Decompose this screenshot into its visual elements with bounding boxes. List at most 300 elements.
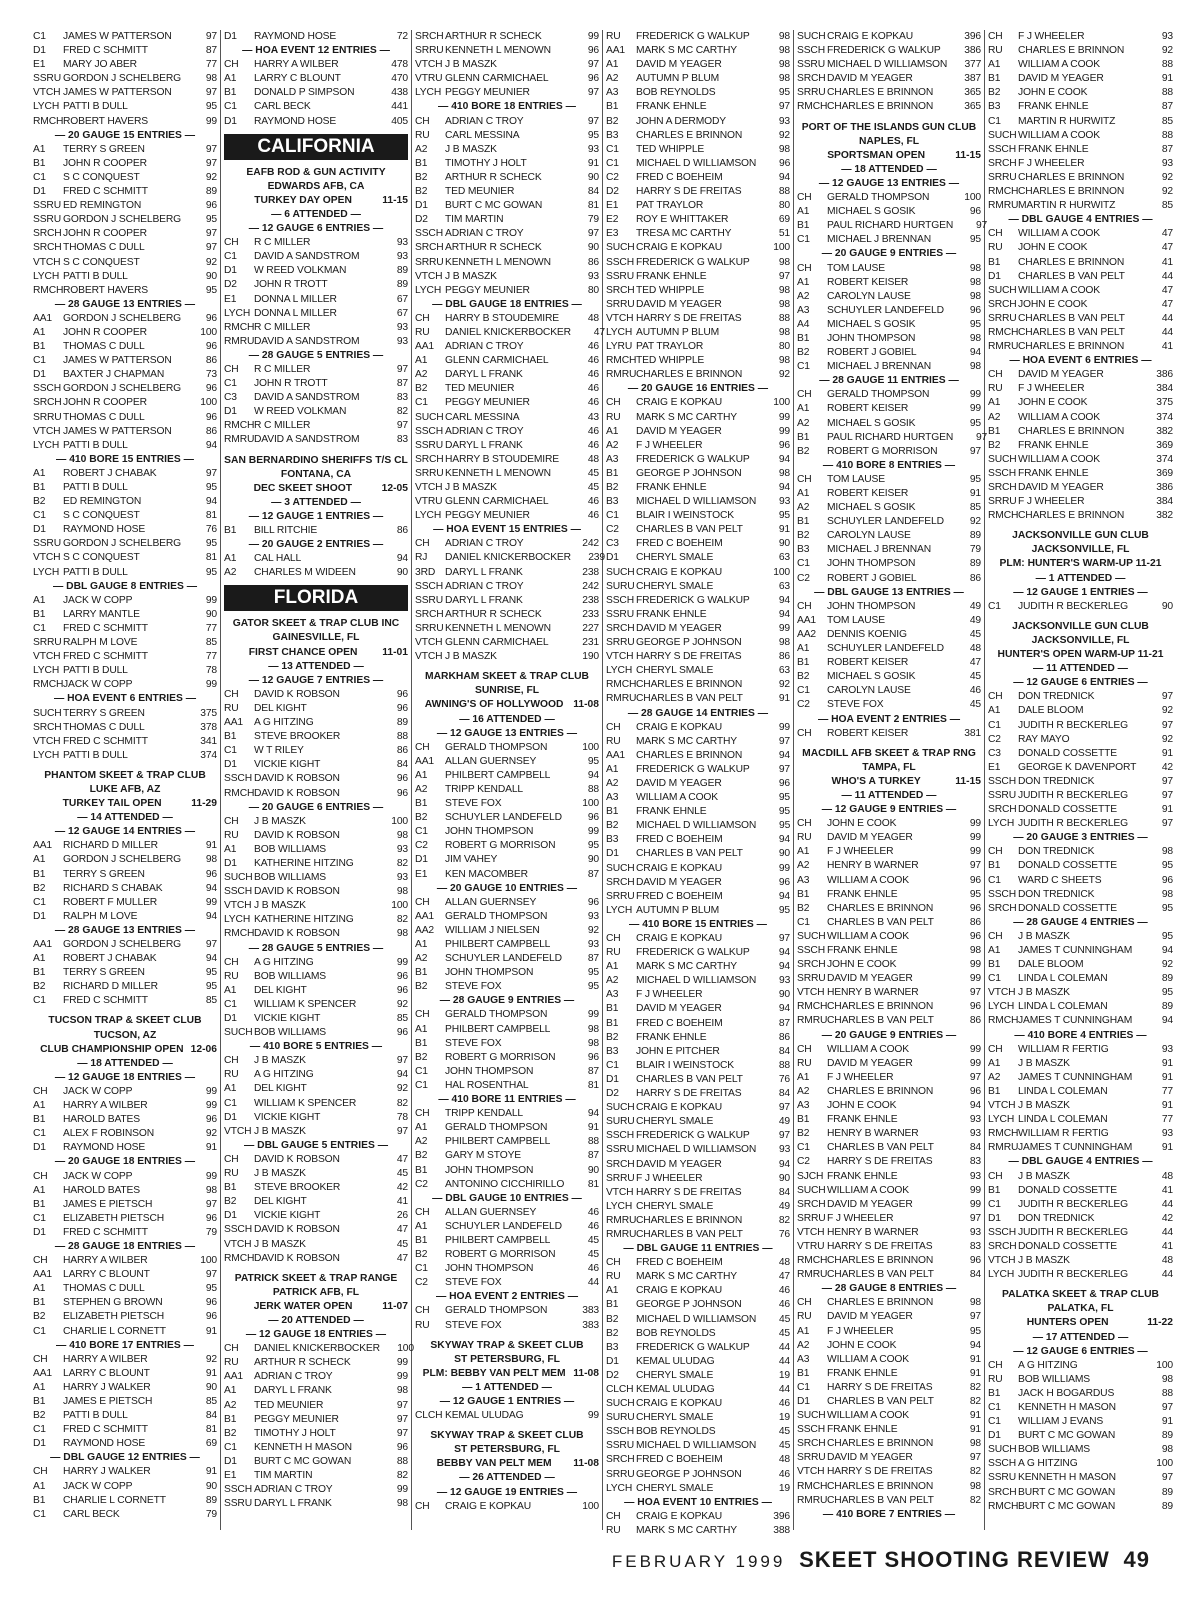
class-code: D2 bbox=[415, 214, 428, 226]
class-code: RU bbox=[224, 1168, 239, 1180]
class-code: CH bbox=[415, 896, 430, 908]
class-code: CH bbox=[224, 363, 239, 375]
score: 94 bbox=[205, 910, 217, 922]
score: 98 bbox=[778, 143, 790, 155]
shooter-name: A G HITZING bbox=[1018, 1359, 1078, 1371]
shooter-name: W REED VOLKMAN bbox=[254, 265, 347, 277]
result-row bbox=[606, 115, 790, 129]
score: 91 bbox=[205, 1466, 217, 1478]
shooter-name: LINDA L COLEMAN bbox=[1018, 973, 1108, 985]
club-name: MACDILL AFB SKEET & TRAP RNG bbox=[802, 747, 976, 759]
shooter-name: GLENN CARMICHAEL bbox=[445, 637, 549, 649]
result-row bbox=[606, 1270, 790, 1284]
score: 100 bbox=[773, 397, 790, 409]
score: 46 bbox=[587, 369, 599, 381]
shooter-name: FRED C BOEHEIM bbox=[636, 890, 723, 902]
score: 97 bbox=[396, 363, 408, 375]
result-row bbox=[797, 501, 981, 515]
result-row bbox=[797, 944, 981, 958]
class-code: LYCH bbox=[415, 284, 442, 296]
result-row bbox=[797, 1423, 981, 1437]
result-row bbox=[988, 30, 1173, 44]
result-row bbox=[33, 1254, 217, 1268]
event-name: DEC SKEET SHOOT bbox=[253, 482, 353, 494]
class-code: D1 bbox=[988, 270, 1001, 282]
score: 82 bbox=[969, 1466, 981, 1478]
shooter-name: RAYMOND HOSE bbox=[63, 1142, 146, 1154]
class-code: SRRU bbox=[988, 171, 1017, 183]
result-row bbox=[606, 594, 790, 608]
shooter-name: CHERYL SMALE bbox=[636, 1116, 714, 1128]
score: 47 bbox=[1161, 284, 1173, 296]
score: 49 bbox=[778, 1116, 790, 1128]
class-code: A1 bbox=[797, 206, 810, 218]
score: 99 bbox=[778, 721, 790, 733]
gauge-header: — DBL GAUGE 10 ENTRIES — bbox=[432, 1192, 582, 1204]
score: 97 bbox=[205, 228, 217, 240]
result-row bbox=[797, 1184, 981, 1198]
shooter-name: R C MILLER bbox=[254, 237, 311, 249]
score: 91 bbox=[778, 524, 790, 536]
score: 98 bbox=[396, 1385, 408, 1397]
gauge-header: — 20 ATTENDED — bbox=[268, 1314, 364, 1326]
score: 48 bbox=[587, 453, 599, 465]
result-row bbox=[33, 664, 217, 678]
score: 89 bbox=[396, 717, 408, 729]
shooter-name: ROBERT KEISER bbox=[827, 488, 909, 499]
shooter-name: WILLIAM A COOK bbox=[827, 1410, 910, 1422]
class-code: B3 bbox=[988, 101, 1001, 113]
class-code: B1 bbox=[33, 1494, 46, 1506]
class-code: CH bbox=[224, 956, 239, 968]
score: 44 bbox=[1161, 326, 1173, 338]
class-code: SUCH bbox=[797, 1184, 826, 1196]
class-code: RMRU bbox=[606, 1228, 637, 1240]
result-row bbox=[988, 1240, 1173, 1254]
result-row bbox=[606, 650, 790, 664]
result-row bbox=[415, 966, 599, 980]
class-code: CH bbox=[797, 262, 812, 274]
score: 92 bbox=[396, 1083, 408, 1095]
shooter-name: GERALD THOMPSON bbox=[445, 1122, 548, 1134]
event-title bbox=[224, 646, 408, 660]
score: 94 bbox=[205, 439, 217, 451]
score: 90 bbox=[205, 1480, 217, 1492]
result-row bbox=[224, 433, 408, 447]
score: 95 bbox=[778, 510, 790, 522]
result-row bbox=[797, 1014, 981, 1028]
class-code: SRRU bbox=[606, 298, 635, 310]
score: 98 bbox=[778, 326, 790, 338]
score: 89 bbox=[1161, 1486, 1173, 1498]
result-row bbox=[797, 1127, 981, 1141]
score: 92 bbox=[396, 998, 408, 1010]
score: 94 bbox=[778, 1158, 790, 1170]
score: 84 bbox=[969, 1142, 981, 1154]
class-code: C1 bbox=[33, 1508, 46, 1520]
shooter-name: AUTUMN P BLUM bbox=[636, 326, 720, 338]
result-row bbox=[606, 1524, 790, 1538]
class-code: RMCH bbox=[988, 1500, 1019, 1512]
gauge-header: — 12 GAUGE 18 ENTRIES — bbox=[54, 1071, 196, 1083]
event-date: 11-22 bbox=[1147, 1317, 1173, 1329]
shooter-name: CHARLES E BRINNON bbox=[827, 87, 934, 99]
score: 100 bbox=[397, 1343, 414, 1355]
class-code: RU bbox=[606, 947, 621, 959]
shooter-name: RAYMOND HOSE bbox=[63, 524, 146, 536]
result-row bbox=[224, 1441, 408, 1455]
score: 98 bbox=[969, 1297, 981, 1309]
class-code: SRCH bbox=[988, 1240, 1017, 1252]
event-title bbox=[224, 482, 408, 496]
shooter-name: CARL BECK bbox=[63, 1508, 120, 1520]
shooter-name: FRANK EHNLE bbox=[636, 101, 707, 113]
shooter-name: DARYL L FRANK bbox=[254, 1385, 332, 1397]
result-row bbox=[415, 312, 599, 326]
score: 369 bbox=[1156, 467, 1173, 479]
class-code: LYCH bbox=[33, 749, 60, 761]
shooter-name: JOHN R COOPER bbox=[63, 397, 147, 409]
class-code: SJCH bbox=[797, 1170, 824, 1182]
class-code: CH bbox=[224, 688, 239, 700]
shooter-name: MARTIN R HURWITZ bbox=[1018, 200, 1116, 212]
result-row bbox=[224, 86, 408, 100]
class-code: VTCH bbox=[606, 651, 634, 663]
shooter-name: DENNIS KOENIG bbox=[827, 628, 907, 640]
class-code: SRCH bbox=[606, 1454, 635, 1466]
class-code: D2 bbox=[224, 279, 237, 291]
score: 100 bbox=[391, 815, 408, 827]
event-name: TURKEY TAIL OPEN bbox=[62, 798, 162, 810]
score: 100 bbox=[582, 741, 599, 753]
result-row bbox=[988, 284, 1173, 298]
score: 85 bbox=[396, 1013, 408, 1024]
shooter-name: ROBERT KEISER bbox=[827, 727, 909, 739]
gauge-header: — 12 GAUGE 6 ENTRIES — bbox=[248, 223, 384, 235]
result-row bbox=[224, 363, 408, 377]
score: 46 bbox=[778, 1398, 790, 1410]
class-code: C2 bbox=[797, 572, 810, 584]
class-code: RU bbox=[797, 1057, 812, 1069]
score: 99 bbox=[205, 1170, 217, 1182]
class-code: C2 bbox=[797, 1156, 810, 1168]
class-code: B2 bbox=[415, 1150, 428, 1162]
result-row bbox=[606, 129, 790, 143]
score: 97 bbox=[969, 860, 981, 872]
score: 98 bbox=[778, 467, 790, 479]
shooter-name: JACK W COPP bbox=[63, 1085, 133, 1097]
result-row bbox=[224, 1082, 408, 1096]
shooter-name: A G HITZING bbox=[254, 717, 314, 729]
class-code: AA1 bbox=[415, 910, 435, 922]
shooter-name: CRAIG E KOPKAU bbox=[636, 933, 723, 944]
shooter-name: ROBERT KEISER bbox=[827, 276, 909, 288]
class-code: RMRU bbox=[988, 1142, 1019, 1154]
class-code: D1 bbox=[224, 1013, 237, 1024]
class-code: RMCH bbox=[33, 284, 64, 296]
shooter-name: FRANK EHNLE bbox=[827, 945, 898, 956]
gauge-header: — 12 GAUGE 1 ENTRIES — bbox=[248, 510, 384, 522]
class-code: CH bbox=[606, 1257, 621, 1269]
score: 91 bbox=[1161, 1416, 1173, 1428]
class-code: A1 bbox=[33, 1381, 46, 1393]
result-row bbox=[797, 1353, 981, 1367]
class-code: SUCH bbox=[415, 411, 444, 423]
result-row bbox=[224, 58, 408, 72]
gauge-header: — HOA EVENT 6 ENTRIES — bbox=[1009, 355, 1152, 367]
result-row bbox=[797, 1113, 981, 1127]
class-code: C2 bbox=[415, 1277, 428, 1289]
score: 96 bbox=[396, 984, 408, 996]
shooter-name: ARTHUR R SCHECK bbox=[445, 171, 542, 183]
shooter-name: JOHN E COOK bbox=[827, 1339, 897, 1351]
class-code: SRCH bbox=[988, 482, 1017, 493]
shooter-name: JOHN THOMPSON bbox=[445, 1263, 534, 1275]
shooter-name: CRAIG E KOPKAU bbox=[636, 1398, 723, 1410]
shooter-name: JUDITH R BECKERLEG bbox=[1018, 818, 1129, 830]
class-code: C1 bbox=[606, 143, 619, 155]
score: 86 bbox=[205, 355, 217, 367]
gauge-header: — 20 GAUGE 9 ENTRIES — bbox=[821, 1029, 957, 1041]
score: 238 bbox=[582, 566, 599, 578]
class-code: VTCH bbox=[606, 312, 634, 324]
result-row bbox=[797, 1000, 981, 1014]
shooter-name: LINDA L COLEMAN bbox=[1018, 1114, 1108, 1126]
score: 97 bbox=[778, 735, 790, 747]
class-code: B1 bbox=[606, 101, 619, 113]
score: 45 bbox=[779, 1440, 791, 1452]
result-row bbox=[415, 411, 599, 425]
score: 90 bbox=[778, 1172, 790, 1184]
class-code: C1 bbox=[33, 995, 46, 1007]
shooter-name: FRED C SCHMITT bbox=[63, 45, 148, 57]
class-code: A1 bbox=[224, 553, 237, 565]
class-code: B2 bbox=[606, 482, 619, 493]
class-code: D2 bbox=[606, 186, 619, 198]
shooter-name: ROBERT J GOBIEL bbox=[827, 347, 917, 359]
result-row bbox=[415, 952, 599, 966]
shooter-name: HARRY A WILBER bbox=[63, 1255, 148, 1267]
shooter-name: ADRIAN C TROY bbox=[445, 425, 524, 437]
result-row bbox=[606, 1129, 790, 1143]
score: 79 bbox=[205, 1226, 217, 1238]
score: 93 bbox=[1161, 1128, 1173, 1140]
result-row bbox=[224, 913, 408, 927]
class-code: C2 bbox=[415, 840, 428, 852]
class-code: D1 bbox=[33, 45, 46, 57]
shooter-name: FRED C BOEHEIM bbox=[636, 1454, 723, 1466]
shooter-name: WILLIAM J NIELSEN bbox=[445, 924, 540, 936]
shooter-name: DAVID K ROBSON bbox=[254, 688, 340, 700]
score: 98 bbox=[205, 854, 217, 866]
club-name: MARKHAM SKEET & TRAP CLUB bbox=[425, 671, 589, 683]
result-row bbox=[606, 1453, 790, 1467]
shooter-name: A G HITZING bbox=[254, 1069, 314, 1081]
class-code: AA1 bbox=[415, 341, 435, 353]
result-row bbox=[415, 566, 599, 580]
shooter-name: BOB REYNOLDS bbox=[636, 1327, 716, 1339]
class-code: VTCH bbox=[33, 651, 61, 663]
class-code: CH bbox=[415, 115, 430, 127]
score: 69 bbox=[778, 214, 790, 226]
shooter-name: JACK W COPP bbox=[63, 1480, 133, 1492]
shooter-name: STEVE FOX bbox=[445, 981, 502, 993]
score: 99 bbox=[587, 31, 599, 42]
result-row bbox=[415, 1409, 599, 1423]
class-code: CH bbox=[224, 237, 239, 249]
result-row bbox=[33, 199, 217, 213]
result-row bbox=[606, 298, 790, 312]
class-code: SUCH bbox=[224, 872, 253, 884]
result-row bbox=[33, 853, 217, 867]
class-code: VTCH bbox=[415, 651, 443, 663]
shooter-name: PHILBERT CAMPBELL bbox=[445, 1234, 551, 1246]
score: 96 bbox=[205, 383, 217, 395]
class-code: RMCH bbox=[33, 115, 64, 127]
gauge-header: — 28 GAUGE 13 ENTRIES — bbox=[54, 924, 196, 936]
class-code: SRRU bbox=[606, 637, 635, 649]
result-row bbox=[224, 293, 408, 307]
score: 94 bbox=[1161, 1015, 1173, 1027]
class-code: C1 bbox=[797, 234, 810, 246]
result-row bbox=[797, 1395, 981, 1409]
class-code: SUCH bbox=[988, 129, 1017, 141]
gauge-header: — 410 BORE 18 ENTRIES — bbox=[438, 101, 576, 113]
shooter-name: CHARLES E BRINNON bbox=[1018, 256, 1125, 268]
shooter-name: CHARLES B VAN PELT bbox=[636, 848, 743, 860]
shooter-name: HAROLD BATES bbox=[63, 1184, 140, 1196]
result-row bbox=[224, 1223, 408, 1237]
shooter-name: FREDERICK G WALKUP bbox=[636, 1341, 750, 1353]
shooter-name: F J WHEELER bbox=[827, 1325, 894, 1337]
score: 42 bbox=[1161, 1212, 1173, 1224]
class-code: B1 bbox=[988, 1387, 1001, 1399]
score: 97 bbox=[205, 157, 217, 169]
shooter-name: PHILBERT CAMPBELL bbox=[445, 1023, 551, 1035]
score: 98 bbox=[587, 1037, 599, 1049]
score: 45 bbox=[587, 1249, 599, 1261]
result-row bbox=[988, 930, 1173, 944]
result-row bbox=[606, 1256, 790, 1270]
shooter-name: GLENN CARMICHAEL bbox=[445, 355, 549, 367]
class-code: CH bbox=[988, 369, 1003, 381]
class-code: B2 bbox=[606, 820, 619, 832]
results-columns bbox=[30, 30, 1180, 1536]
shooter-name: CHARLES M WIDEEN bbox=[254, 567, 356, 579]
shooter-name: CHARLIE L CORNETT bbox=[63, 1494, 166, 1506]
shooter-name: FRED C BOEHEIM bbox=[636, 538, 723, 550]
shooter-name: DAVID M YEAGER bbox=[1018, 73, 1104, 85]
shooter-name: WARD C SHEETS bbox=[1018, 874, 1102, 886]
score: 46 bbox=[587, 341, 599, 353]
shooter-name: W T RILEY bbox=[254, 745, 304, 757]
shooter-name: JOHN E COOK bbox=[1018, 397, 1088, 409]
shooter-name: J B MASZK bbox=[445, 143, 497, 155]
score: 96 bbox=[205, 868, 217, 880]
class-code: CH bbox=[797, 1297, 812, 1309]
result-row bbox=[33, 354, 217, 368]
class-code: RMCH bbox=[988, 186, 1019, 198]
class-code: LYCH bbox=[988, 818, 1015, 830]
score: 91 bbox=[969, 488, 981, 499]
shooter-name: FREDERICK G WALKUP bbox=[827, 45, 941, 57]
score: 89 bbox=[396, 279, 408, 291]
score: 96 bbox=[969, 1085, 981, 1097]
result-row bbox=[224, 307, 408, 321]
result-row bbox=[33, 171, 217, 185]
result-row bbox=[988, 600, 1173, 614]
class-code: B3 bbox=[606, 1341, 619, 1353]
result-row bbox=[797, 1043, 981, 1057]
shooter-name: HARRY S DE FREITAS bbox=[636, 1088, 742, 1100]
shooter-name: JAMES E PIETSCH bbox=[63, 1198, 153, 1210]
score: 98 bbox=[778, 31, 790, 42]
result-row bbox=[415, 171, 599, 185]
shooter-name: JUDITH R BECKERLEG bbox=[1018, 1269, 1129, 1281]
score: 87 bbox=[1161, 101, 1173, 113]
score: 231 bbox=[582, 637, 599, 649]
shooter-name: A G HITZING bbox=[1018, 1458, 1078, 1470]
result-row bbox=[33, 44, 217, 58]
score: 97 bbox=[778, 101, 790, 113]
class-code: D1 bbox=[33, 524, 46, 536]
result-row bbox=[606, 1073, 790, 1087]
result-row bbox=[224, 1384, 408, 1398]
shooter-name: PHILBERT CAMPBELL bbox=[445, 1136, 551, 1148]
event-header: NAPLES, FL bbox=[858, 135, 920, 147]
shooter-name: JACK W COPP bbox=[63, 1170, 133, 1182]
score: 95 bbox=[969, 318, 981, 330]
event-title bbox=[988, 1316, 1173, 1330]
score: 96 bbox=[396, 970, 408, 982]
class-code: B2 bbox=[606, 1313, 619, 1325]
score: 89 bbox=[1161, 1001, 1173, 1013]
shooter-name: DAVID M YEAGER bbox=[636, 622, 722, 634]
score: 45 bbox=[779, 1313, 791, 1325]
score: 90 bbox=[587, 242, 599, 254]
shooter-name: TIM MARTIN bbox=[254, 1470, 313, 1481]
shooter-name: KEMAL ULUDAG bbox=[445, 1410, 524, 1422]
score: 98 bbox=[396, 1498, 408, 1510]
score: 98 bbox=[778, 637, 790, 649]
result-row bbox=[988, 256, 1173, 270]
class-code: CH bbox=[606, 721, 621, 733]
result-row bbox=[988, 789, 1173, 803]
class-code: C1 bbox=[606, 510, 619, 522]
score: 46 bbox=[587, 1220, 599, 1232]
score: 387 bbox=[964, 73, 981, 85]
result-row bbox=[606, 692, 790, 706]
shooter-name: MICHAEL D WILLIAMSON bbox=[636, 820, 757, 832]
score: 78 bbox=[205, 665, 217, 677]
class-code: RU bbox=[224, 970, 239, 982]
class-code: VTRU bbox=[797, 1240, 825, 1252]
class-code: SSCH bbox=[606, 1130, 635, 1142]
score: 97 bbox=[205, 242, 217, 254]
shooter-name: GEORGE P JOHNSON bbox=[636, 1468, 742, 1480]
result-row bbox=[606, 284, 790, 298]
result-row bbox=[606, 354, 790, 368]
score: 99 bbox=[396, 1484, 408, 1496]
score: 97 bbox=[778, 933, 790, 944]
score: 91 bbox=[205, 1367, 217, 1379]
score: 93 bbox=[587, 910, 599, 922]
score: 91 bbox=[205, 1142, 217, 1154]
event-header: HUNTER'S OPEN WARM-UP 11-21 bbox=[997, 649, 1164, 661]
result-row bbox=[606, 876, 790, 890]
shooter-name: GORDON J SCHELBERG bbox=[63, 73, 182, 85]
shooter-name: GERALD THOMPSON bbox=[445, 910, 548, 922]
